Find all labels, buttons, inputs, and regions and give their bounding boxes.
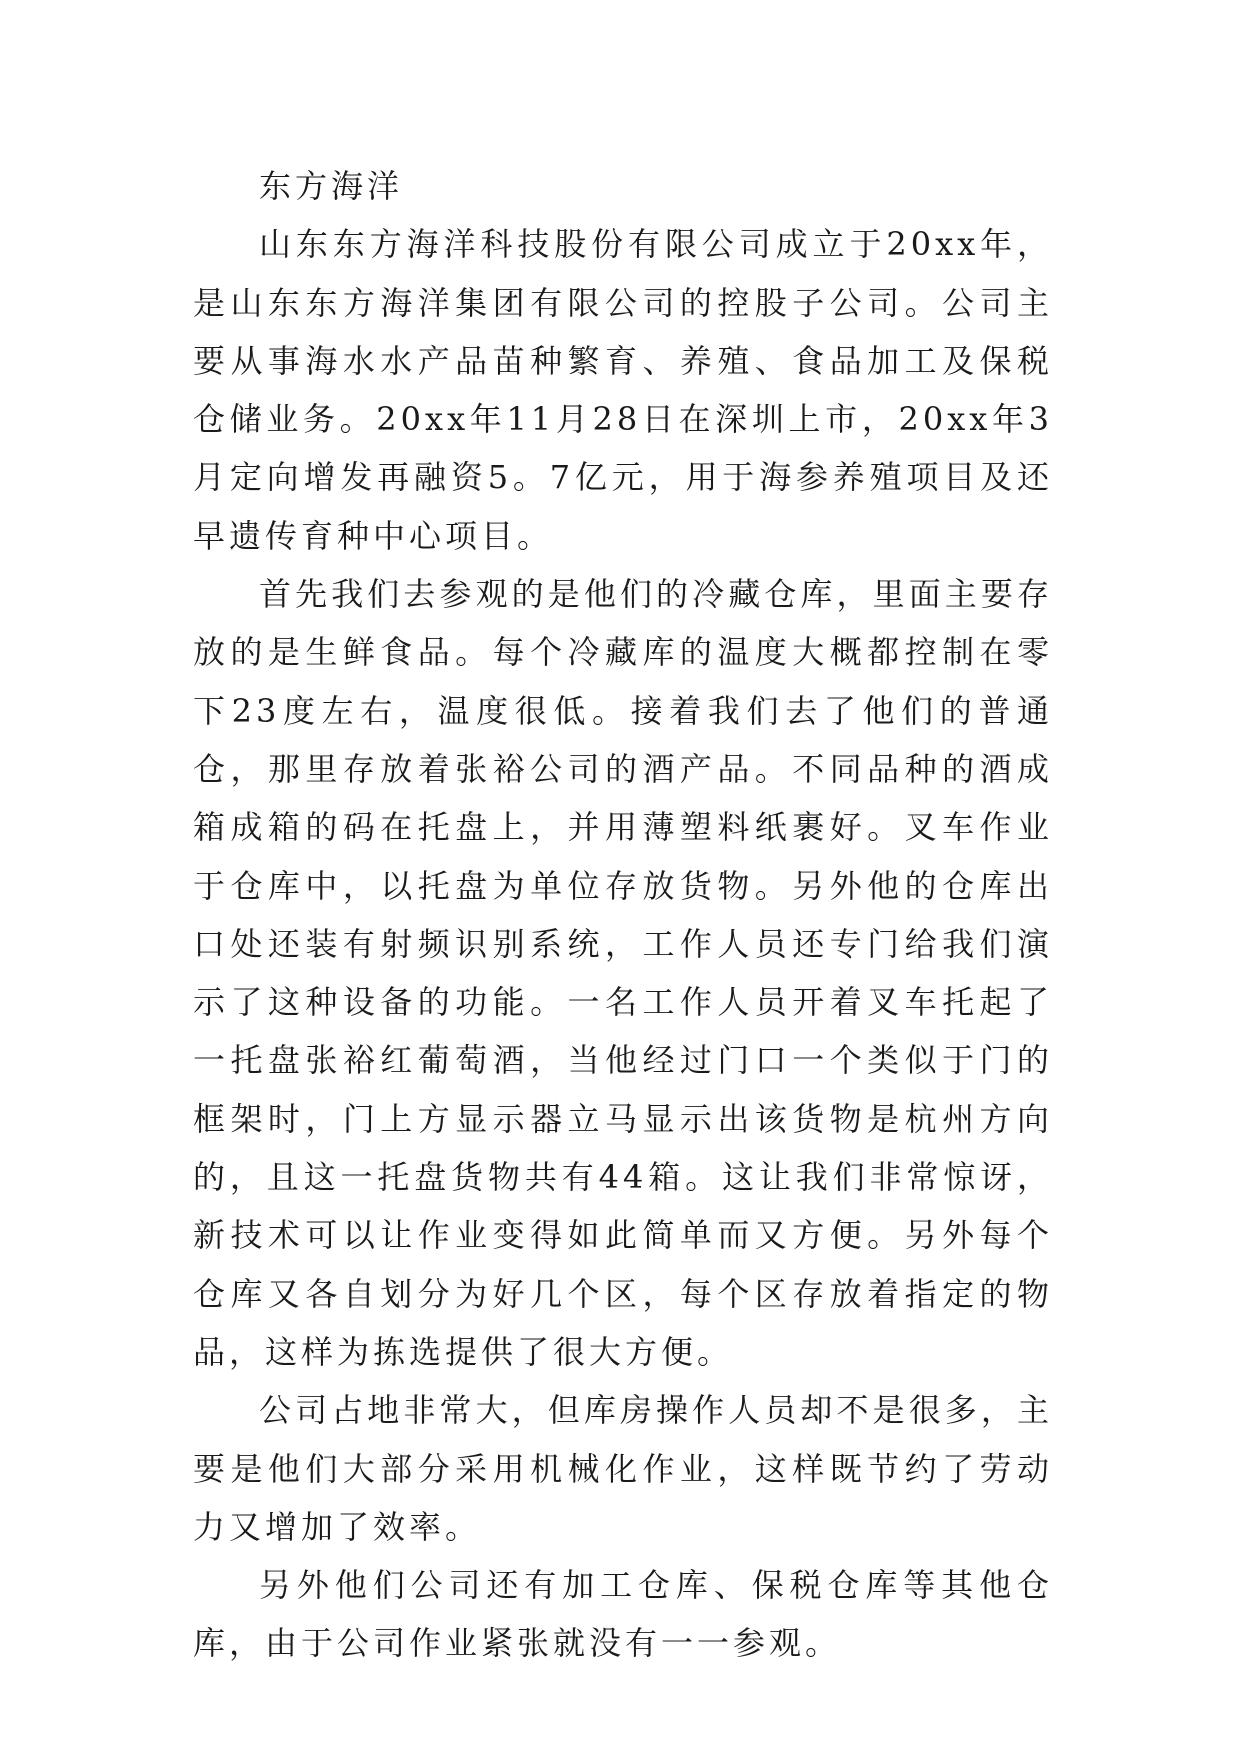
paragraph-mechanization: 公司占地非常大，但库房操作人员却不是很多，主要是他们大部分采用机械化作业，这样既节约了劳动力又增加了效率。 [193,1391,1053,1546]
document-body [193,157,1053,1673]
paragraph-cold-storage: 首先我们去参观的是他们的冷藏仓库，里面主要存放的是生鲜食品。每个冷藏库的温度大概都控制在零下23度左右，温度很低。接着我们去了他们的普通仓，那里存放着张裕公司的酒产品。不同品种的酒成箱成箱的码在托盘上，并用薄塑料纸裹好。叉车作业于仓库中，以托盘为单位存放货物。另外他的仓库出口处还装有射频识别系统，工作人员还专门给我们演示了这种设备的功能。一名工作人员开着叉车托起了一托盘张裕红葡萄酒，当他经过门口一个类似于门的框架时，门上方显示器立马显示出该货物是杭州方向的，且这一托盘货物共有44箱。这让我们非常惊讶，新技术可以让作业变得如此简单而又方便。另外每个仓库又各自划分为好几个区，每个区存放着指定的物品，这样为拣选提供了很大方便。 [193,575,1053,1371]
paragraph-company-intro: 山东东方海洋科技股份有限公司成立于20xx年，是山东东方海洋集团有限公司的控股子公司。公司主要从事海水水产品苗种繁育、养殖、食品加工及保税仓储业务。20xx年11月28日在深圳上市，20xx年3月定向增发再融资5。7亿元，用于海参养殖项目及还早遗传育种中心项目。 [193,225,1053,555]
paragraph-other-warehouses: 另外他们公司还有加工仓库、保税仓库等其他仓库，由于公司作业紧张就没有一一参观。 [193,1566,1053,1663]
document-title: 东方海洋 [259,167,404,205]
